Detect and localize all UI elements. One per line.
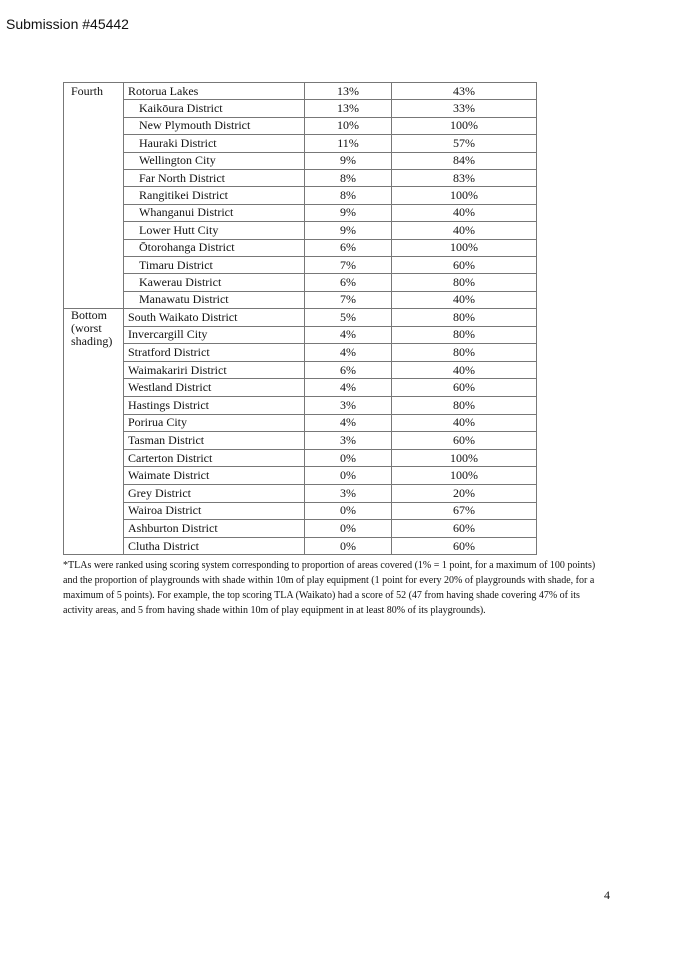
area-percent-cell: 0% xyxy=(305,467,392,485)
tla-name-cell: Invercargill City xyxy=(124,326,305,344)
table-row xyxy=(64,520,537,538)
playground-percent-cell: 100% xyxy=(392,187,537,204)
playground-percent-cell: 100% xyxy=(392,467,537,485)
playground-percent-cell: 40% xyxy=(392,204,537,221)
playground-percent-cell: 40% xyxy=(392,414,537,432)
area-percent-cell: 6% xyxy=(305,239,392,256)
area-percent-cell: 4% xyxy=(305,344,392,362)
tla-name-cell: Rotorua Lakes xyxy=(124,83,305,100)
table-row xyxy=(64,222,537,239)
playground-percent-cell: 84% xyxy=(392,152,537,169)
tla-ranking-table xyxy=(63,82,537,555)
area-percent-cell: 3% xyxy=(305,485,392,503)
tla-name-cell: Tasman District xyxy=(124,432,305,450)
table-row xyxy=(64,152,537,169)
tla-name-cell: Waimakariri District xyxy=(124,361,305,379)
playground-percent-cell: 100% xyxy=(392,449,537,467)
area-percent-cell: 13% xyxy=(305,100,392,117)
table-row xyxy=(64,135,537,152)
area-percent-cell: 6% xyxy=(305,361,392,379)
table-row xyxy=(64,485,537,503)
area-percent-cell: 11% xyxy=(305,135,392,152)
playground-percent-cell: 60% xyxy=(392,520,537,538)
tla-name-cell: Stratford District xyxy=(124,344,305,362)
area-percent-cell: 8% xyxy=(305,169,392,186)
tla-name-cell: New Plymouth District xyxy=(124,117,305,134)
tla-name-cell: Kawerau District xyxy=(124,274,305,291)
table-row xyxy=(64,256,537,273)
page-number: 4 xyxy=(604,888,610,902)
area-percent-cell: 0% xyxy=(305,520,392,538)
playground-percent-cell: 83% xyxy=(392,169,537,186)
area-percent-cell: 6% xyxy=(305,274,392,291)
playground-percent-cell: 43% xyxy=(392,83,537,100)
area-percent-cell: 3% xyxy=(305,432,392,450)
table-row xyxy=(64,344,537,362)
table-row xyxy=(64,432,537,450)
playground-percent-cell: 100% xyxy=(392,117,537,134)
table-row xyxy=(64,502,537,520)
playground-percent-cell: 20% xyxy=(392,485,537,503)
tla-name-cell: Hastings District xyxy=(124,397,305,415)
area-percent-cell: 4% xyxy=(305,326,392,344)
submission-header: Submission #45442 xyxy=(6,16,129,32)
tla-name-cell: Timaru District xyxy=(124,256,305,273)
table-row xyxy=(64,83,537,100)
area-percent-cell: 9% xyxy=(305,204,392,221)
tla-name-cell: Ōtorohanga District xyxy=(124,239,305,256)
area-percent-cell: 13% xyxy=(305,83,392,100)
tla-name-cell: Rangitikei District xyxy=(124,187,305,204)
table-row xyxy=(64,274,537,291)
table-row xyxy=(64,467,537,485)
playground-percent-cell: 57% xyxy=(392,135,537,152)
area-percent-cell: 9% xyxy=(305,222,392,239)
tla-name-cell: Carterton District xyxy=(124,449,305,467)
table-row xyxy=(64,537,537,555)
table-row xyxy=(64,326,537,344)
tla-name-cell: Westland District xyxy=(124,379,305,397)
table-row xyxy=(64,187,537,204)
playground-percent-cell: 80% xyxy=(392,397,537,415)
area-percent-cell: 4% xyxy=(305,379,392,397)
playground-percent-cell: 60% xyxy=(392,432,537,450)
area-percent-cell: 0% xyxy=(305,502,392,520)
playground-percent-cell: 80% xyxy=(392,309,537,327)
area-percent-cell: 0% xyxy=(305,537,392,555)
area-percent-cell: 0% xyxy=(305,449,392,467)
table-row xyxy=(64,414,537,432)
table-footnote: *TLAs were ranked using scoring system corresponding to proportion of areas covered (1% = 1 point, for a maximum of 100 points) and the proportion of playgrounds with shade within 10m of play equipment (1 point for every 20% of playgrounds with shade, for a maximum of 5 points). For example, the top scoring TLA (Waikato) had a score of 52 (47 from having shade covering 47% of its activity areas, and 5 from having shade within 10m of play equipment in at least 80% of its playgrounds). xyxy=(63,560,596,616)
table-body xyxy=(64,83,537,555)
area-percent-cell: 8% xyxy=(305,187,392,204)
area-percent-cell: 7% xyxy=(305,256,392,273)
area-percent-cell: 9% xyxy=(305,152,392,169)
table-row xyxy=(64,309,537,327)
area-percent-cell: 5% xyxy=(305,309,392,327)
playground-percent-cell: 100% xyxy=(392,239,537,256)
playground-percent-cell: 40% xyxy=(392,291,537,308)
tla-name-cell: Ashburton District xyxy=(124,520,305,538)
tla-name-cell: Grey District xyxy=(124,485,305,503)
playground-percent-cell: 67% xyxy=(392,502,537,520)
playground-percent-cell: 60% xyxy=(392,256,537,273)
playground-percent-cell: 80% xyxy=(392,274,537,291)
tla-name-cell: Porirua City xyxy=(124,414,305,432)
group-label: Fourth xyxy=(64,83,124,309)
tla-name-cell: Lower Hutt City xyxy=(124,222,305,239)
table-row xyxy=(64,449,537,467)
table-row xyxy=(64,169,537,186)
tla-name-cell: Wairoa District xyxy=(124,502,305,520)
group-label: Bottom (worst shading) xyxy=(64,309,124,555)
playground-percent-cell: 40% xyxy=(392,361,537,379)
area-percent-cell: 7% xyxy=(305,291,392,308)
playground-percent-cell: 60% xyxy=(392,537,537,555)
playground-percent-cell: 60% xyxy=(392,379,537,397)
tla-name-cell: Clutha District xyxy=(124,537,305,555)
tla-name-cell: Waimate District xyxy=(124,467,305,485)
table-row xyxy=(64,100,537,117)
area-percent-cell: 10% xyxy=(305,117,392,134)
tla-name-cell: Far North District xyxy=(124,169,305,186)
playground-percent-cell: 80% xyxy=(392,326,537,344)
table-row xyxy=(64,204,537,221)
playground-percent-cell: 40% xyxy=(392,222,537,239)
tla-name-cell: Wellington City xyxy=(124,152,305,169)
tla-name-cell: Kaikōura District xyxy=(124,100,305,117)
tla-name-cell: Hauraki District xyxy=(124,135,305,152)
tla-name-cell: Whanganui District xyxy=(124,204,305,221)
table-row xyxy=(64,291,537,308)
area-percent-cell: 3% xyxy=(305,397,392,415)
table-row xyxy=(64,361,537,379)
table-row xyxy=(64,379,537,397)
table-row xyxy=(64,397,537,415)
table-row xyxy=(64,117,537,134)
area-percent-cell: 4% xyxy=(305,414,392,432)
playground-percent-cell: 80% xyxy=(392,344,537,362)
tla-name-cell: Manawatu District xyxy=(124,291,305,308)
tla-name-cell: South Waikato District xyxy=(124,309,305,327)
table-row xyxy=(64,239,537,256)
playground-percent-cell: 33% xyxy=(392,100,537,117)
